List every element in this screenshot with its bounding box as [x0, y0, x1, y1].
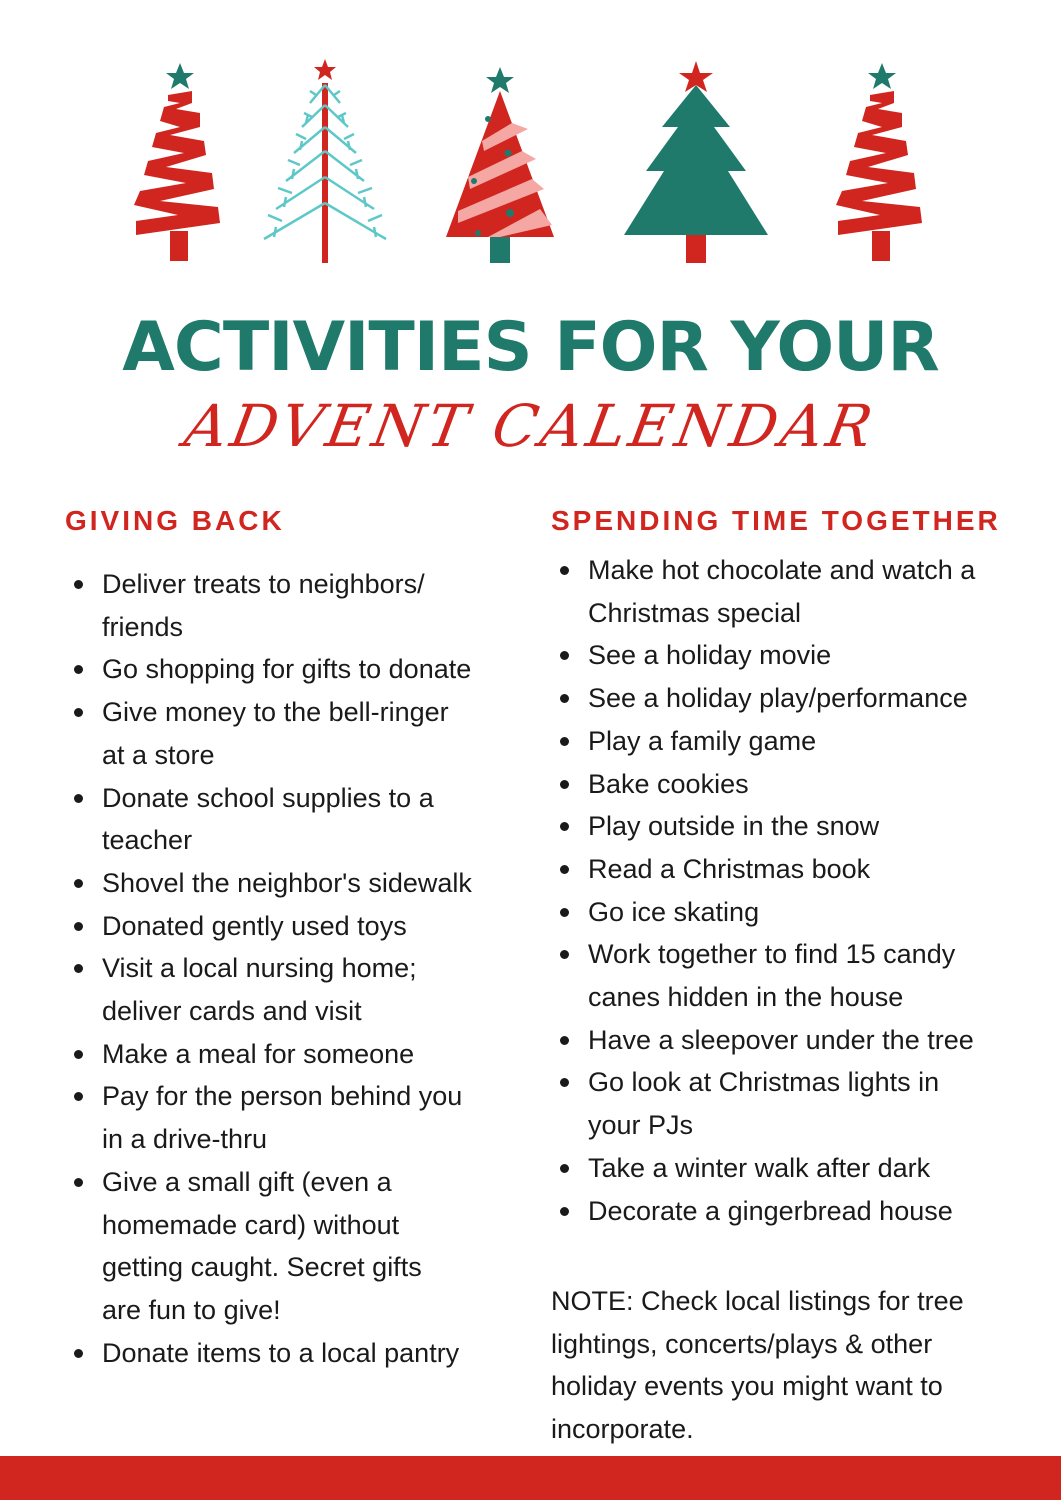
list-item: Make hot chocolate and watch a Christmas special — [551, 549, 1021, 634]
list-item: Play outside in the snow — [551, 805, 1021, 848]
tree-banner — [0, 55, 1061, 270]
list-item: Take a winter walk after dark — [551, 1147, 1021, 1190]
list-item: Donate school supplies to a teacher — [65, 777, 505, 862]
footer-bar — [0, 1456, 1061, 1500]
spending-time-heading: SPENDING TIME TOGETHER — [551, 505, 1001, 536]
striped-tree-icon — [440, 55, 560, 265]
list-item: Go ice skating — [551, 891, 1021, 934]
note-text: NOTE: Check local listings for tree lightings, concerts/plays & other holiday events you might want to incorporate. — [551, 1286, 964, 1445]
feather-tree-icon — [250, 55, 400, 265]
list-item: Pay for the person behind you in a drive-thru — [65, 1075, 505, 1160]
giving-back-section — [65, 505, 505, 1374]
list-item: Make a meal for someone — [65, 1033, 505, 1076]
list-item: Read a Christmas book — [551, 848, 1021, 891]
spending-time-section — [551, 505, 1021, 1232]
list-item: Play a family game — [551, 720, 1021, 763]
list-item: See a holiday play/performance — [551, 677, 1021, 720]
list-item: Work together to find 15 candy canes hidden in the house — [551, 933, 1021, 1018]
list-item: Deliver treats to neighbors/ friends — [65, 563, 505, 648]
list-item: Give money to the bell-ringer at a store — [65, 691, 505, 776]
list-item: Go shopping for gifts to donate — [65, 648, 505, 691]
giving-back-heading: GIVING BACK — [65, 505, 285, 536]
spending-time-list — [551, 549, 1021, 1232]
list-item: Go look at Christmas lights in your PJs — [551, 1061, 1021, 1146]
list-item: Have a sleepover under the tree — [551, 1019, 1021, 1062]
list-item: Donated gently used toys — [65, 905, 505, 948]
list-item: Visit a local nursing home; deliver cards and visit — [65, 947, 505, 1032]
solid-tree-icon — [622, 55, 770, 265]
page-title: ACTIVITIES FOR YOUR — [122, 308, 939, 387]
list-item: See a holiday movie — [551, 634, 1021, 677]
list-item: Decorate a gingerbread house — [551, 1190, 1021, 1233]
page-subtitle: ADVENT CALENDAR — [179, 392, 882, 460]
list-item: Donate items to a local pantry — [65, 1332, 505, 1375]
list-item: Bake cookies — [551, 763, 1021, 806]
zigzag-tree-icon — [130, 55, 230, 265]
zigzag-tree-icon — [832, 55, 932, 265]
list-item: Shovel the neighbor's sidewalk — [65, 862, 505, 905]
giving-back-list — [65, 563, 505, 1374]
list-item: Give a small gift (even a homemade card) without getting caught. Secret gifts are fun to give! — [65, 1161, 505, 1332]
